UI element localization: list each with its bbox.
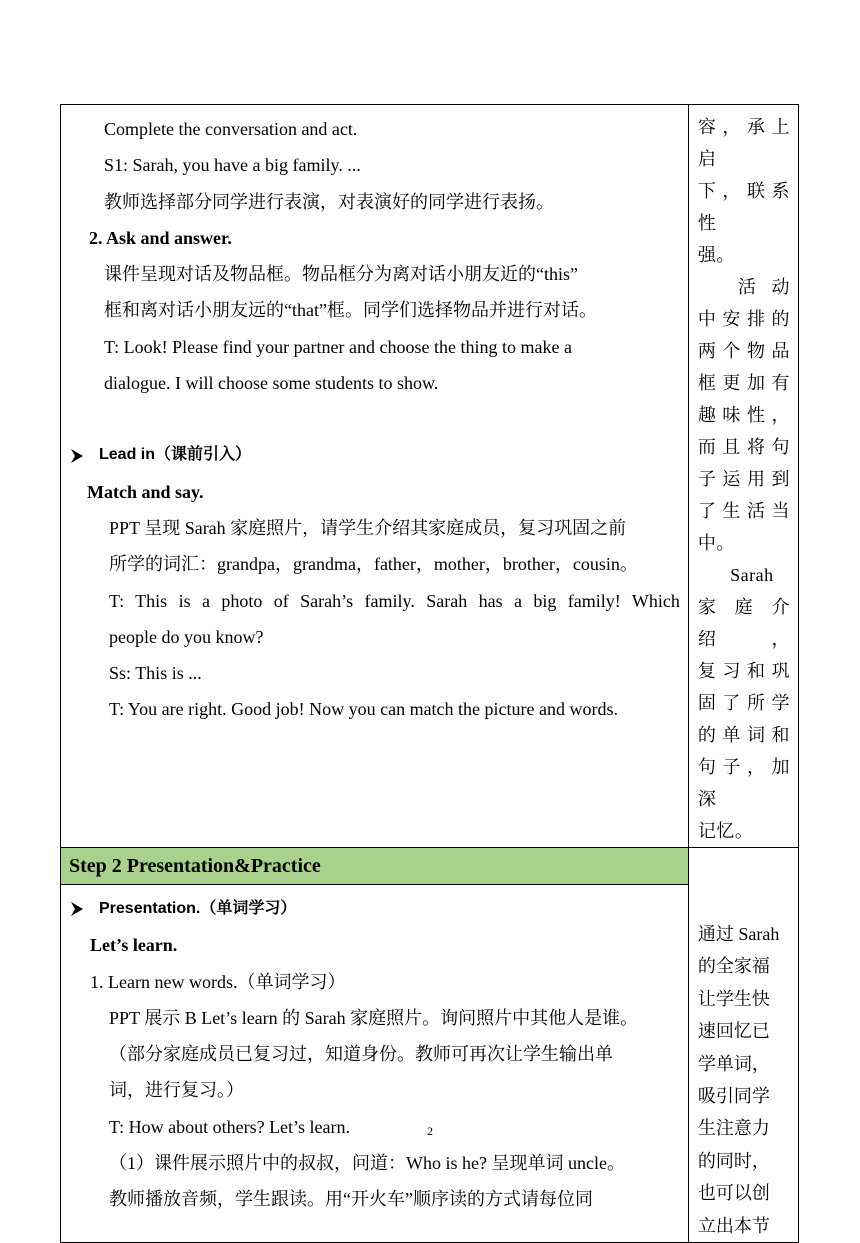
side-line: 固了所学 xyxy=(697,693,790,713)
side-line: 复习和巩 xyxy=(697,661,790,681)
lead-in-label: Lead in（课前引入） xyxy=(99,446,252,464)
side-line: 了生活当 xyxy=(697,501,790,521)
text-line: T: How about others? Let’s learn. xyxy=(109,1116,351,1137)
text-line: S1: Sarah, you have a big family. ... xyxy=(104,155,361,176)
text-line: 所学的词汇：grandpa，grandma，father，mother，brother，cousin。 xyxy=(109,554,638,575)
design-intent-cell xyxy=(688,105,798,848)
learn-new-words-heading: 1. Learn new words.（单词学习） xyxy=(90,971,346,992)
activity-cell xyxy=(61,105,689,848)
step-2-heading: Step 2 Presentation&Practice xyxy=(61,848,689,885)
side-line: 的全家福 xyxy=(697,956,770,977)
arrow-bullet-icon xyxy=(69,448,85,464)
presentation-bullet xyxy=(69,891,680,927)
text-line: Complete the conversation and act. xyxy=(104,119,358,139)
text-line: PPT 展示 B Let’s learn 的 Sarah 家庭照片。询问照片中其他人是谁。 xyxy=(109,1007,639,1028)
text-line: people do you know? xyxy=(109,626,264,647)
side-line: Sarah xyxy=(730,565,774,585)
presentation-label: Presentation.（单词学习） xyxy=(99,900,297,917)
text-line: （1）课件展示照片中的叔叔，问道：Who is he? 呈现单词 uncle。 xyxy=(109,1153,625,1174)
side-line: 而且将句 xyxy=(697,437,790,457)
text-line: （部分家庭成员已复习过，知道身份。教师可再次让学生输出单 xyxy=(109,1044,613,1065)
text-line: 词，进行复习。） xyxy=(109,1080,244,1101)
side-line: 下，联系性 xyxy=(697,181,790,233)
side-line: 趣味性， xyxy=(697,405,790,425)
side-line: 中。 xyxy=(697,533,735,553)
side-line: 活 动 xyxy=(737,277,790,297)
side-line: 也可以创 xyxy=(697,1183,770,1204)
text-line: T: You are right. Good job! Now you can match the picture and words. xyxy=(109,699,619,720)
side-line: 容，承上启 xyxy=(697,117,790,169)
text-line: T: This is a photo of Sarah’s family. Sarah has a big family! Which xyxy=(109,590,680,611)
side-line: 的单词和 xyxy=(697,725,790,745)
text-line: 教师播放音频，学生跟读。用“开火车”顺序读的方式请每位同 xyxy=(109,1189,593,1210)
side-line: 速回忆已 xyxy=(697,1021,770,1042)
ask-and-answer-heading: 2. Ask and answer. xyxy=(89,227,232,248)
design-intent-cell-2 xyxy=(688,848,798,1243)
side-line: 中安排的 xyxy=(697,309,790,329)
lets-learn-heading: Let’s learn. xyxy=(90,935,178,956)
text-line: dialogue. I will choose some students to show. xyxy=(104,373,439,394)
lead-in-bullet xyxy=(69,437,680,473)
side-line: 学单词， xyxy=(697,1053,770,1074)
activity-cell-2 xyxy=(61,885,689,1243)
text-line: Ss: This is ... xyxy=(109,663,202,684)
side-line: 句子，加深 xyxy=(697,757,790,809)
side-line: 通过 Sarah xyxy=(697,924,780,944)
side-line: 的同时， xyxy=(697,1150,770,1171)
side-line: 框更加有 xyxy=(697,373,790,393)
text-line: 教师选择部分同学进行表演，对表演好的同学进行表扬。 xyxy=(104,191,554,212)
text-line: 框和离对话小朋友远的“that”框。同学们选择物品并进行对话。 xyxy=(104,300,597,321)
text-line: 课件呈现对话及物品框。物品框分为离对话小朋友近的“this” xyxy=(104,264,578,285)
match-and-say-heading: Match and say. xyxy=(87,481,204,502)
side-line: 子运用到 xyxy=(697,469,790,489)
side-line: 吸引同学 xyxy=(697,1086,770,1107)
side-line: 生注意力 xyxy=(697,1118,770,1139)
text-line: T: Look! Please find your partner and choose the thing to make a xyxy=(104,336,572,357)
side-line: 让学生快 xyxy=(697,988,770,1009)
side-line: 家庭介绍， xyxy=(697,597,790,649)
arrow-bullet-icon xyxy=(69,901,85,917)
side-line: 记忆。 xyxy=(697,821,754,841)
side-line: 两个物品 xyxy=(697,341,790,361)
text-line: PPT 呈现 Sarah 家庭照片，请学生介绍其家庭成员，复习巩固之前 xyxy=(109,517,627,538)
page-number: 2 xyxy=(427,1124,433,1138)
lesson-plan-table xyxy=(60,104,799,1243)
side-line: 强。 xyxy=(697,245,735,265)
side-line: 立出本节 xyxy=(697,1215,770,1236)
